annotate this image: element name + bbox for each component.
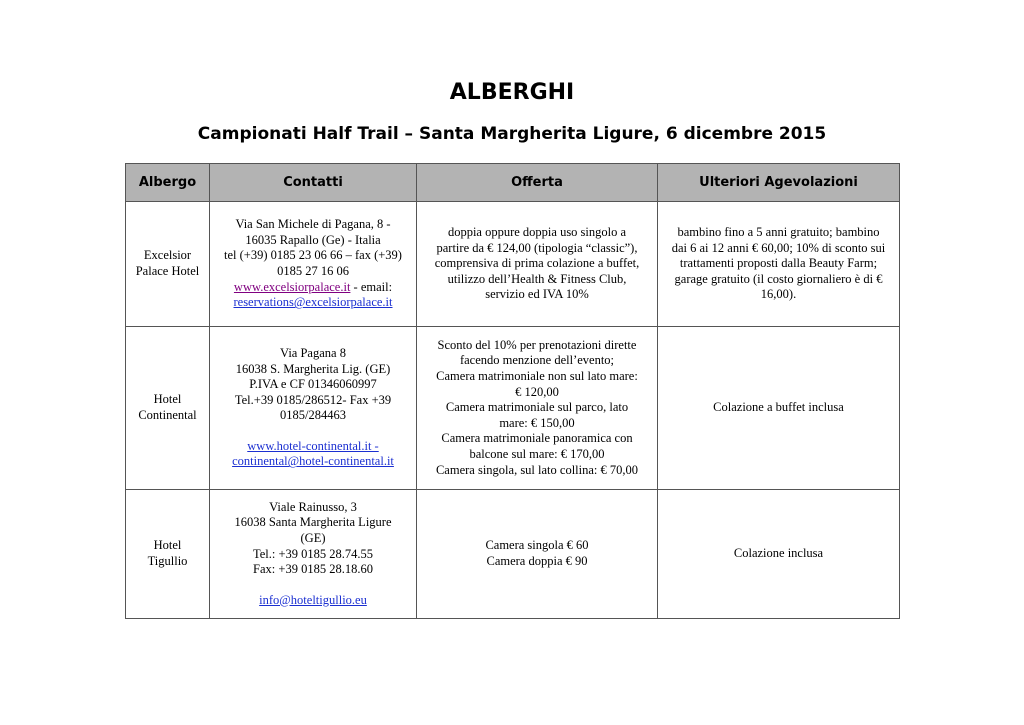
hotel-name-line: Hotel <box>153 392 182 407</box>
contact-line: 16038 S. Margherita Lig. (GE) <box>235 361 391 376</box>
contacts-cell <box>210 202 417 327</box>
benefit-line: Colazione inclusa <box>733 546 824 561</box>
email-line <box>214 295 412 311</box>
email-prefix-label: - email: <box>350 279 393 294</box>
header-albergo: Albergo <box>126 164 210 202</box>
contacts-cell <box>210 327 417 490</box>
offer-line: Camera matrimoniale non sul lato mare: <box>436 369 638 384</box>
hotel-name-line: Hotel <box>153 538 182 553</box>
contact-line: Viale Rainusso, 3 <box>269 499 357 514</box>
offer-line: balcone sul mare: € 170,00 <box>469 446 605 461</box>
benefits-cell <box>658 327 900 490</box>
benefit-line: garage gratuito (il costo giornaliero è di € <box>674 271 883 286</box>
hotel-name-line: Continental <box>138 408 197 422</box>
contact-line: 16035 Rapallo (Ge) - Italia <box>245 232 381 247</box>
offer-line: partire da € 124,00 (tipologia “classic”), <box>436 240 638 255</box>
offer-line: doppia oppure doppia uso singolo a <box>447 225 627 240</box>
hotel-name-cell <box>126 202 210 327</box>
benefit-line: Colazione a buffet inclusa <box>713 400 844 415</box>
hotels-table <box>125 163 900 619</box>
contact-line: Tel.: +39 0185 28.74.55 <box>252 546 374 561</box>
contact-line: 0185 27 16 06 <box>277 264 349 278</box>
offer-line: Camera singola, sul lato collina: € 70,00 <box>435 462 639 477</box>
offer-cell <box>417 327 658 490</box>
contact-line: (GE) <box>300 530 326 545</box>
contact-line: 0185/284463 <box>280 408 346 423</box>
benefit-line: 16,00). <box>760 287 797 302</box>
offer-line: Camera doppia € 90 <box>486 554 588 568</box>
benefit-line: dai 6 ai 12 anni € 60,00; 10% di sconto sui <box>671 240 886 255</box>
website-line <box>214 439 412 455</box>
offer-line: comprensiva di prima colazione a buffet, <box>434 256 640 271</box>
benefit-line: trattamenti proposti dalla Beauty Farm; <box>679 256 878 271</box>
offer-line: Sconto del 10% per prenotazioni dirette <box>437 337 637 352</box>
email-line <box>214 454 412 470</box>
contact-line: 16038 Santa Margherita Ligure <box>234 515 392 530</box>
offer-line: facendo menzione dell’evento; <box>459 353 615 368</box>
email-link[interactable]: continental@hotel-continental.it <box>232 454 394 469</box>
offer-line: Camera singola € 60 <box>485 538 589 553</box>
hotel-name-cell <box>126 490 210 619</box>
document-title: ALBERGHI <box>449 80 575 105</box>
benefits-cell <box>658 202 900 327</box>
email-link[interactable]: reservations@excelsiorpalace.it <box>233 295 393 310</box>
offer-cell <box>417 202 658 327</box>
table-row <box>126 202 900 327</box>
website-line <box>214 280 412 296</box>
table-header-row <box>126 164 900 202</box>
contact-line: P.IVA e CF 01346060997 <box>249 377 377 392</box>
spacer <box>214 578 412 593</box>
hotel-name-line: Excelsior <box>143 248 192 263</box>
benefits-cell <box>658 490 900 619</box>
offer-line: servizio ed IVA 10% <box>485 287 589 302</box>
offer-line: utilizzo dell’Health & Fitness Club, <box>447 271 627 286</box>
contact-line: Tel.+39 0185/286512- Fax +39 <box>234 392 392 407</box>
contact-line: Via San Michele di Pagana, 8 - <box>235 217 391 232</box>
table-row <box>126 327 900 490</box>
offer-line: € 120,00 <box>515 384 559 399</box>
contact-line: Fax: +39 0185 28.18.60 <box>253 562 373 577</box>
contact-line: Via Pagana 8 <box>280 345 346 360</box>
contacts-cell <box>210 490 417 619</box>
offer-cell <box>417 490 658 619</box>
spacer <box>214 424 412 439</box>
benefit-line: bambino fino a 5 anni gratuito; bambino <box>677 225 880 240</box>
email-link[interactable]: info@hoteltigullio.eu <box>259 592 367 607</box>
website-link[interactable]: www.hotel-continental.it - <box>247 438 379 453</box>
header-offerta: Offerta <box>417 164 658 202</box>
header-contatti: Contatti <box>210 164 417 202</box>
offer-line: mare: € 150,00 <box>499 415 575 430</box>
email-line <box>214 593 412 609</box>
website-link[interactable]: www.excelsiorpalace.it <box>233 279 351 294</box>
hotel-name-cell <box>126 327 210 490</box>
contact-line: tel (+39) 0185 23 06 66 – fax (+39) <box>224 248 402 263</box>
header-agevolazioni: Ulteriori Agevolazioni <box>658 164 900 202</box>
offer-line: Camera matrimoniale sul parco, lato <box>445 400 629 415</box>
document-subtitle: Campionati Half Trail – Santa Margherita Ligure, 6 dicembre 2015 <box>197 124 827 144</box>
hotel-name-line: Tigullio <box>147 554 188 568</box>
hotel-name-line: Palace Hotel <box>135 264 200 278</box>
table-row <box>126 490 900 619</box>
offer-line: Camera matrimoniale panoramica con <box>441 431 633 446</box>
